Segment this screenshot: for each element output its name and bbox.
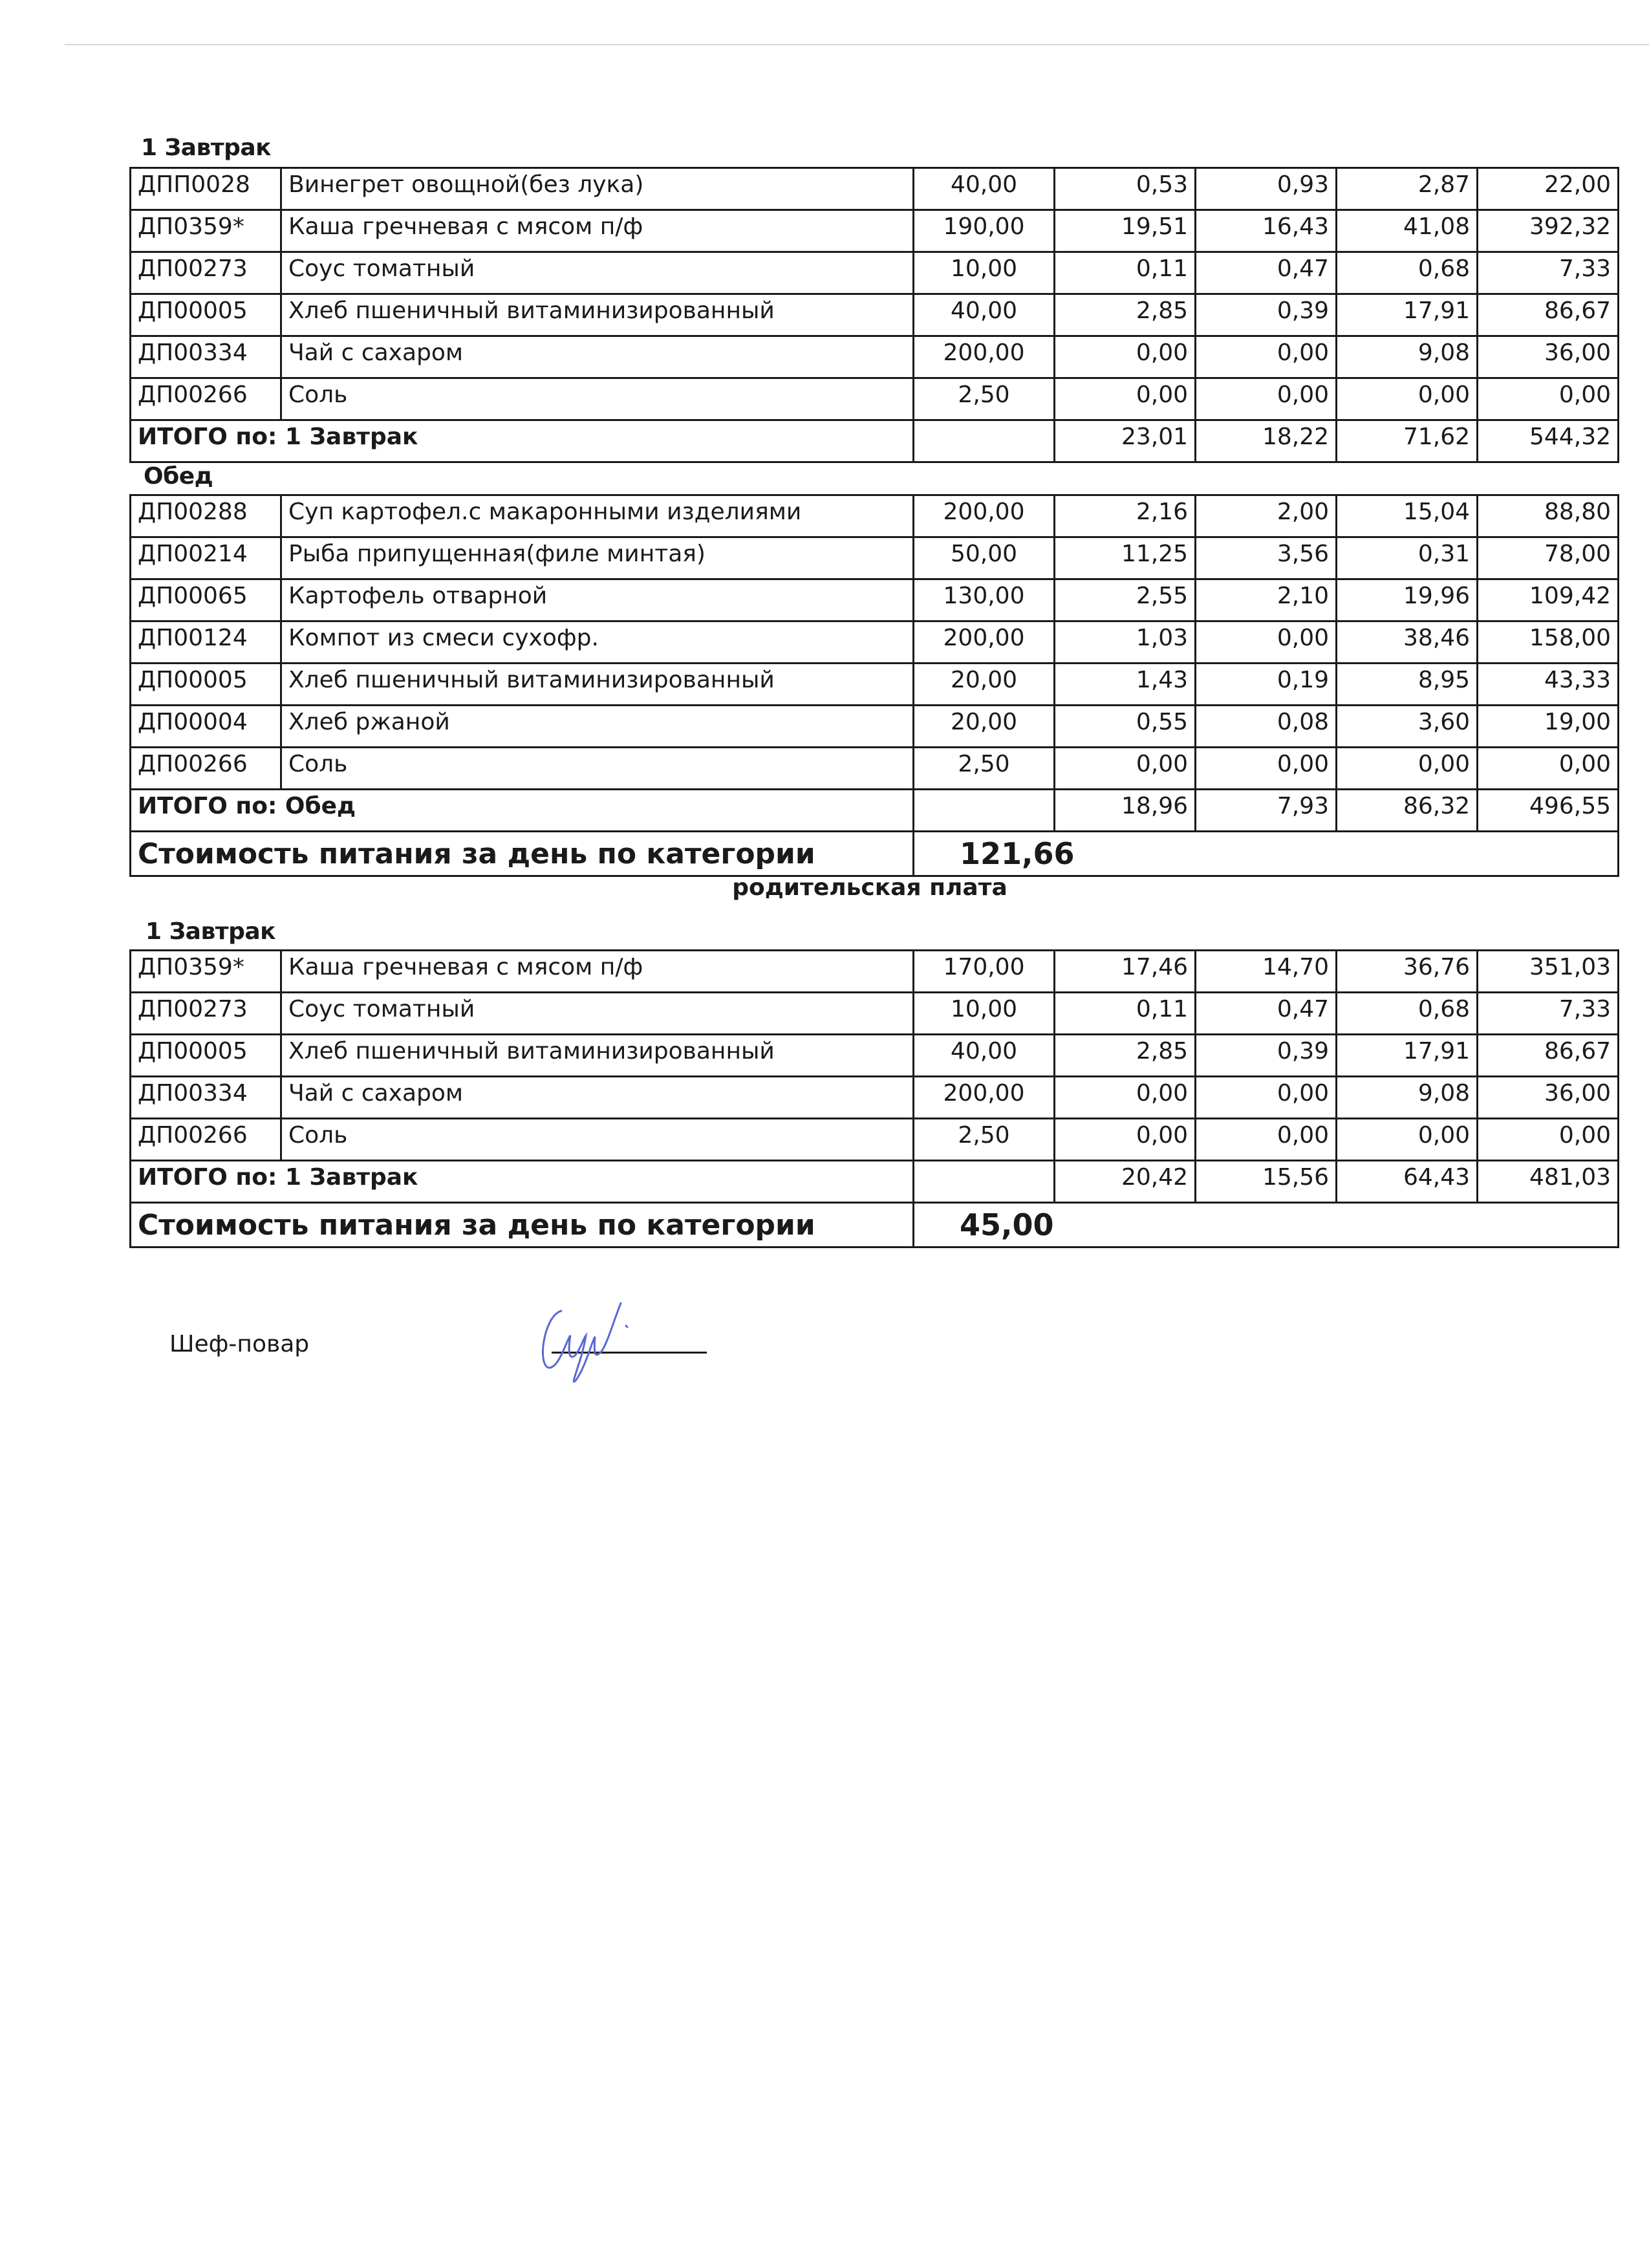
item-value-2: 0,00 [1196,378,1337,420]
table-row [131,210,1619,252]
item-name: Винегрет овощной(без лука) [281,168,914,210]
item-value-2: 3,56 [1196,537,1337,579]
daily-cost-label: Стоимость питания за день по категории [131,832,914,876]
table-row [131,168,1619,210]
item-quantity: 50,00 [914,537,1055,579]
item-value-1: 0,00 [1055,1119,1196,1161]
item-quantity: 200,00 [914,1077,1055,1119]
item-quantity: 2,50 [914,378,1055,420]
item-value-2: 2,10 [1196,579,1337,621]
item-code: ДП00266 [131,378,281,420]
item-value-2: 0,00 [1196,1077,1337,1119]
signature-scribble-icon [530,1290,685,1400]
item-code: ДП00273 [131,993,281,1035]
item-value-2: 0,39 [1196,1035,1337,1077]
item-value-3: 0,68 [1337,993,1478,1035]
item-name: Соль [281,1119,914,1161]
table-row [131,706,1619,748]
item-value-3: 0,68 [1337,252,1478,294]
item-quantity: 200,00 [914,621,1055,664]
item-code: ДПП0028 [131,168,281,210]
item-quantity: 40,00 [914,1035,1055,1077]
item-name: Соус томатный [281,252,914,294]
item-quantity: 10,00 [914,993,1055,1035]
item-code: ДП0359* [131,951,281,993]
item-quantity: 200,00 [914,336,1055,378]
total-row [131,790,1619,832]
item-value-3: 2,87 [1337,168,1478,210]
lunch-table [129,494,1619,877]
item-name: Каша гречневая с мясом п/ф [281,951,914,993]
section-title-lunch: Обед [144,463,213,490]
item-value-4: 86,67 [1478,294,1619,336]
item-value-4: 7,33 [1478,993,1619,1035]
item-quantity: 130,00 [914,579,1055,621]
item-value-2: 0,39 [1196,294,1337,336]
item-value-4: 109,42 [1478,579,1619,621]
table-row [131,748,1619,790]
table-row [131,993,1619,1035]
item-code: ДП0359* [131,210,281,252]
item-code: ДП00273 [131,252,281,294]
item-value-3: 0,00 [1337,748,1478,790]
item-value-4: 22,00 [1478,168,1619,210]
item-value-3: 38,46 [1337,621,1478,664]
item-value-1: 11,25 [1055,537,1196,579]
item-value-3: 9,08 [1337,1077,1478,1119]
item-value-3: 3,60 [1337,706,1478,748]
daily-cost-row [131,1203,1619,1247]
item-value-3: 0,00 [1337,1119,1478,1161]
item-value-4: 7,33 [1478,252,1619,294]
item-code: ДП00288 [131,495,281,537]
item-quantity: 40,00 [914,168,1055,210]
total-label: ИТОГО по: 1 Завтрак [131,1161,914,1203]
item-value-4: 0,00 [1478,378,1619,420]
item-value-1: 0,00 [1055,748,1196,790]
item-value-1: 1,03 [1055,621,1196,664]
item-value-1: 0,11 [1055,993,1196,1035]
item-code: ДП00334 [131,1077,281,1119]
item-name: Соль [281,748,914,790]
item-name: Соус томатный [281,993,914,1035]
item-value-2: 0,00 [1196,748,1337,790]
total-value-1: 23,01 [1055,420,1196,462]
item-quantity: 200,00 [914,495,1055,537]
daily-cost-row [131,832,1619,876]
item-value-1: 2,85 [1055,294,1196,336]
item-value-4: 0,00 [1478,1119,1619,1161]
item-value-1: 0,11 [1055,252,1196,294]
item-value-1: 0,00 [1055,336,1196,378]
table-row [131,579,1619,621]
total-value-3: 86,32 [1337,790,1478,832]
total-quantity-empty [914,420,1055,462]
item-value-3: 0,00 [1337,378,1478,420]
item-name: Суп картофел.с макаронными изделиями [281,495,914,537]
item-value-4: 351,03 [1478,951,1619,993]
item-value-4: 392,32 [1478,210,1619,252]
total-value-4: 544,32 [1478,420,1619,462]
item-code: ДП00266 [131,748,281,790]
item-value-4: 158,00 [1478,621,1619,664]
item-value-1: 0,00 [1055,1077,1196,1119]
item-name: Хлеб пшеничный витаминизированный [281,294,914,336]
item-quantity: 2,50 [914,748,1055,790]
parent-breakfast-table [129,949,1619,1248]
category-title-parent-fee: родительская плата [732,874,1008,901]
item-quantity: 170,00 [914,951,1055,993]
item-value-2: 0,19 [1196,664,1337,706]
item-value-2: 14,70 [1196,951,1337,993]
item-code: ДП00124 [131,621,281,664]
item-name: Хлеб пшеничный витаминизированный [281,1035,914,1077]
item-value-3: 19,96 [1337,579,1478,621]
item-code: ДП00004 [131,706,281,748]
table-row [131,495,1619,537]
section-title-parent-breakfast: 1 Завтрак [146,918,276,945]
item-name: Хлеб пшеничный витаминизированный [281,664,914,706]
total-quantity-empty [914,790,1055,832]
total-value-3: 64,43 [1337,1161,1478,1203]
item-name: Хлеб ржаной [281,706,914,748]
item-value-3: 9,08 [1337,336,1478,378]
total-value-2: 15,56 [1196,1161,1337,1203]
item-quantity: 40,00 [914,294,1055,336]
item-quantity: 190,00 [914,210,1055,252]
item-value-4: 78,00 [1478,537,1619,579]
item-value-4: 36,00 [1478,1077,1619,1119]
table-row [131,621,1619,664]
item-value-4: 86,67 [1478,1035,1619,1077]
item-value-1: 1,43 [1055,664,1196,706]
item-code: ДП00065 [131,579,281,621]
item-value-1: 19,51 [1055,210,1196,252]
breakfast-table [129,167,1619,463]
item-value-1: 0,00 [1055,378,1196,420]
item-name: Чай с сахаром [281,336,914,378]
total-row [131,420,1619,462]
section-title-breakfast: 1 Завтрак [141,135,272,161]
table-row [131,294,1619,336]
table-row [131,1077,1619,1119]
item-value-4: 0,00 [1478,748,1619,790]
table-row [131,378,1619,420]
item-code: ДП00266 [131,1119,281,1161]
item-name: Соль [281,378,914,420]
item-name: Чай с сахаром [281,1077,914,1119]
item-code: ДП00005 [131,664,281,706]
item-value-1: 2,16 [1055,495,1196,537]
item-value-2: 0,00 [1196,1119,1337,1161]
item-value-2: 16,43 [1196,210,1337,252]
table-row [131,664,1619,706]
item-name: Компот из смеси сухофр. [281,621,914,664]
total-quantity-empty [914,1161,1055,1203]
total-label: ИТОГО по: Обед [131,790,914,832]
item-value-3: 36,76 [1337,951,1478,993]
total-value-3: 71,62 [1337,420,1478,462]
item-value-1: 17,46 [1055,951,1196,993]
daily-cost-label: Стоимость питания за день по категории [131,1203,914,1247]
total-value-1: 18,96 [1055,790,1196,832]
item-code: ДП00334 [131,336,281,378]
item-value-2: 0,08 [1196,706,1337,748]
item-value-3: 41,08 [1337,210,1478,252]
item-value-3: 17,91 [1337,294,1478,336]
total-value-4: 481,03 [1478,1161,1619,1203]
item-quantity: 10,00 [914,252,1055,294]
item-value-4: 88,80 [1478,495,1619,537]
item-value-4: 19,00 [1478,706,1619,748]
table-row [131,1119,1619,1161]
item-value-3: 15,04 [1337,495,1478,537]
scan-edge-line [65,44,1649,45]
total-value-1: 20,42 [1055,1161,1196,1203]
item-value-1: 0,53 [1055,168,1196,210]
item-name: Каша гречневая с мясом п/ф [281,210,914,252]
item-quantity: 20,00 [914,706,1055,748]
item-name: Картофель отварной [281,579,914,621]
item-value-3: 8,95 [1337,664,1478,706]
item-value-1: 0,55 [1055,706,1196,748]
item-value-2: 0,47 [1196,252,1337,294]
table-row [131,537,1619,579]
item-value-1: 2,55 [1055,579,1196,621]
item-value-2: 0,00 [1196,621,1337,664]
item-code: ДП00005 [131,1035,281,1077]
item-code: ДП00214 [131,537,281,579]
daily-cost-value: 121,66 [914,832,1619,876]
total-value-4: 496,55 [1478,790,1619,832]
item-quantity: 2,50 [914,1119,1055,1161]
table-row [131,336,1619,378]
item-value-3: 0,31 [1337,537,1478,579]
item-value-4: 43,33 [1478,664,1619,706]
item-value-2: 0,00 [1196,336,1337,378]
total-value-2: 7,93 [1196,790,1337,832]
total-value-2: 18,22 [1196,420,1337,462]
table-row [131,1035,1619,1077]
item-value-1: 2,85 [1055,1035,1196,1077]
item-code: ДП00005 [131,294,281,336]
table-row [131,252,1619,294]
table-row [131,951,1619,993]
item-value-2: 0,47 [1196,993,1337,1035]
daily-cost-value: 45,00 [914,1203,1619,1247]
item-value-3: 17,91 [1337,1035,1478,1077]
item-value-4: 36,00 [1478,336,1619,378]
signature-role-label: Шеф-повар [169,1331,310,1357]
item-value-2: 2,00 [1196,495,1337,537]
item-quantity: 20,00 [914,664,1055,706]
total-label: ИТОГО по: 1 Завтрак [131,420,914,462]
item-name: Рыба припущенная(филе минтая) [281,537,914,579]
total-row [131,1161,1619,1203]
item-value-2: 0,93 [1196,168,1337,210]
